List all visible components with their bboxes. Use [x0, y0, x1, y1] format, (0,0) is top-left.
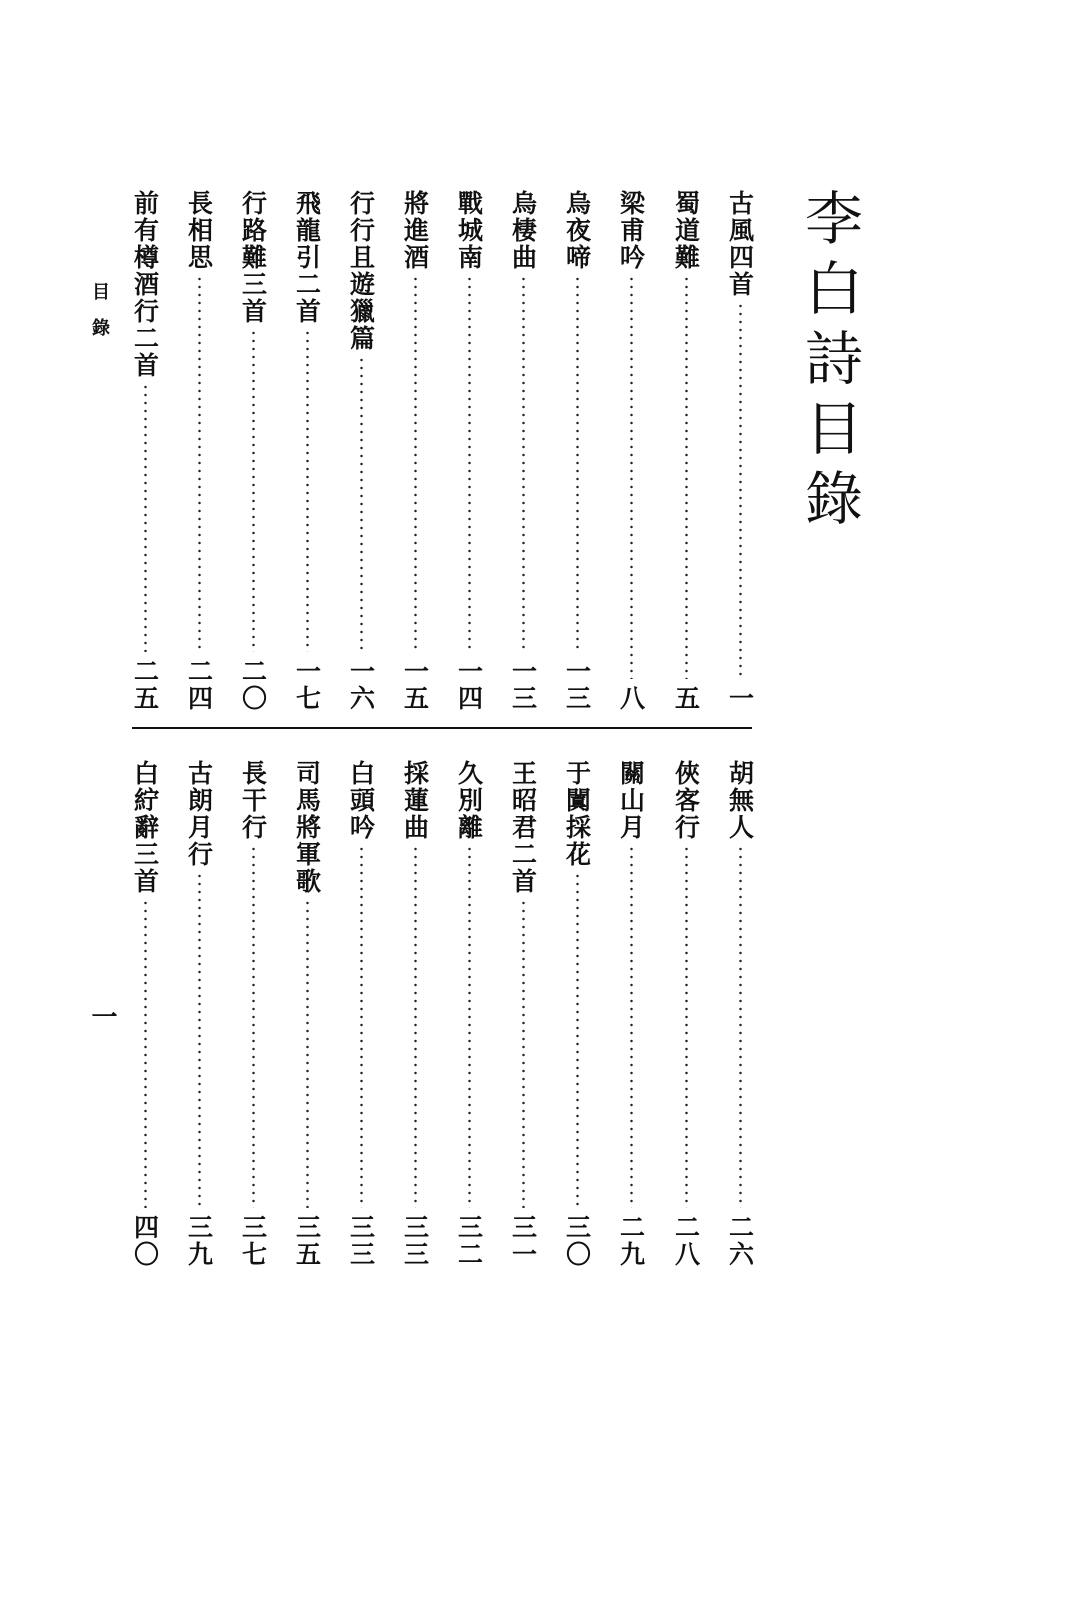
dot-leader: [360, 845, 363, 1208]
entry-title: 于闐採花: [562, 760, 592, 868]
entry-title: 司馬將軍歌: [292, 760, 322, 895]
dot-leader: [630, 275, 633, 679]
dot-leader: [198, 872, 201, 1208]
dot-leader: [360, 356, 363, 652]
entry-title: 王昭君二首: [508, 760, 538, 895]
entry-page: 八: [616, 685, 646, 712]
dot-leader: [468, 845, 471, 1208]
toc-entry[interactable]: [236, 760, 270, 1268]
page-title: 李白詩目錄: [795, 188, 863, 538]
toc-entry[interactable]: [560, 760, 594, 1268]
dot-leader: [144, 899, 147, 1208]
running-header: 目錄: [89, 282, 110, 354]
entry-title: 俠客行: [671, 760, 701, 841]
toc-entry[interactable]: [182, 190, 216, 712]
block-divider: [132, 727, 752, 729]
entry-title: 梁甫吟: [616, 190, 646, 271]
dot-leader: [414, 845, 417, 1208]
entry-page: 一四: [454, 658, 484, 712]
toc-entry[interactable]: [128, 190, 162, 712]
entry-page: 三三: [346, 1214, 376, 1268]
toc-entry[interactable]: [290, 190, 324, 712]
entry-page: 二八: [671, 1214, 701, 1268]
entry-page: 一三: [508, 658, 538, 712]
entry-page: 三一: [508, 1214, 538, 1268]
entry-page: 一: [725, 685, 755, 712]
dot-leader: [252, 845, 255, 1208]
toc-entry[interactable]: [506, 760, 540, 1268]
dot-leader: [198, 275, 201, 652]
dot-leader: [306, 899, 309, 1208]
toc-entry[interactable]: [452, 760, 486, 1268]
dot-leader: [576, 872, 579, 1208]
folio-number: 一: [87, 1003, 117, 1029]
dot-leader: [739, 302, 742, 679]
dot-leader: [144, 383, 147, 652]
dot-leader: [576, 275, 579, 652]
entry-page: 二〇: [238, 658, 268, 712]
toc-entry[interactable]: [614, 190, 648, 712]
entry-title: 蜀道難: [671, 190, 701, 271]
dot-leader: [414, 275, 417, 652]
entry-title: 戰城南: [454, 190, 484, 271]
toc-entry[interactable]: [398, 760, 432, 1268]
entry-title: 烏夜啼: [562, 190, 592, 271]
toc-entry[interactable]: [398, 190, 432, 712]
entry-title: 胡無人: [725, 760, 755, 841]
entry-page: 二四: [184, 658, 214, 712]
entry-page: 二五: [130, 658, 160, 712]
entry-page: 四〇: [130, 1214, 160, 1268]
entry-page: 一七: [292, 658, 322, 712]
dot-leader: [630, 845, 633, 1208]
entry-page: 三九: [184, 1214, 214, 1268]
entry-page: 五: [671, 685, 701, 712]
entry-title: 行行且遊獵篇: [346, 190, 376, 352]
toc-entry[interactable]: [236, 190, 270, 712]
dot-leader: [739, 845, 742, 1208]
dot-leader: [252, 329, 255, 652]
entry-page: 三二: [454, 1214, 484, 1268]
dot-leader: [468, 275, 471, 652]
entry-page: 二九: [616, 1214, 646, 1268]
entry-title: 烏棲曲: [508, 190, 538, 271]
entry-page: 一五: [400, 658, 430, 712]
toc-entry[interactable]: [669, 760, 703, 1268]
dot-leader: [306, 329, 309, 652]
toc-entry[interactable]: [723, 190, 757, 712]
entry-title: 古朗月行: [184, 760, 214, 868]
entry-title: 飛龍引二首: [292, 190, 322, 325]
toc-entry[interactable]: [723, 760, 757, 1268]
entry-page: 一三: [562, 658, 592, 712]
toc-entry[interactable]: [506, 190, 540, 712]
entry-title: 行路難三首: [238, 190, 268, 325]
entry-page: 二六: [725, 1214, 755, 1268]
toc-entry[interactable]: [560, 190, 594, 712]
dot-leader: [685, 275, 688, 679]
toc-entry[interactable]: [344, 190, 378, 712]
entry-page: 一六: [346, 658, 376, 712]
toc-entry[interactable]: [614, 760, 648, 1268]
dot-leader: [522, 275, 525, 652]
entry-title: 久別離: [454, 760, 484, 841]
toc-entry[interactable]: [344, 760, 378, 1268]
toc-entry[interactable]: [182, 760, 216, 1268]
entry-page: 三五: [292, 1214, 322, 1268]
entry-title: 前有樽酒行二首: [130, 190, 160, 379]
entry-title: 將進酒: [400, 190, 430, 271]
toc-entry[interactable]: [290, 760, 324, 1268]
toc-entry[interactable]: [452, 190, 486, 712]
toc-entry[interactable]: [669, 190, 703, 712]
dot-leader: [522, 899, 525, 1208]
toc-entry[interactable]: [128, 760, 162, 1268]
entry-page: 三七: [238, 1214, 268, 1268]
entry-title: 白頭吟: [346, 760, 376, 841]
entry-page: 三〇: [562, 1214, 592, 1268]
entry-title: 關山月: [616, 760, 646, 841]
entry-title: 長干行: [238, 760, 268, 841]
dot-leader: [685, 845, 688, 1208]
entry-title: 白紵辭三首: [130, 760, 160, 895]
entry-title: 長相思: [184, 190, 214, 271]
entry-title: 古風四首: [725, 190, 755, 298]
entry-page: 三三: [400, 1214, 430, 1268]
entry-title: 採蓮曲: [400, 760, 430, 841]
